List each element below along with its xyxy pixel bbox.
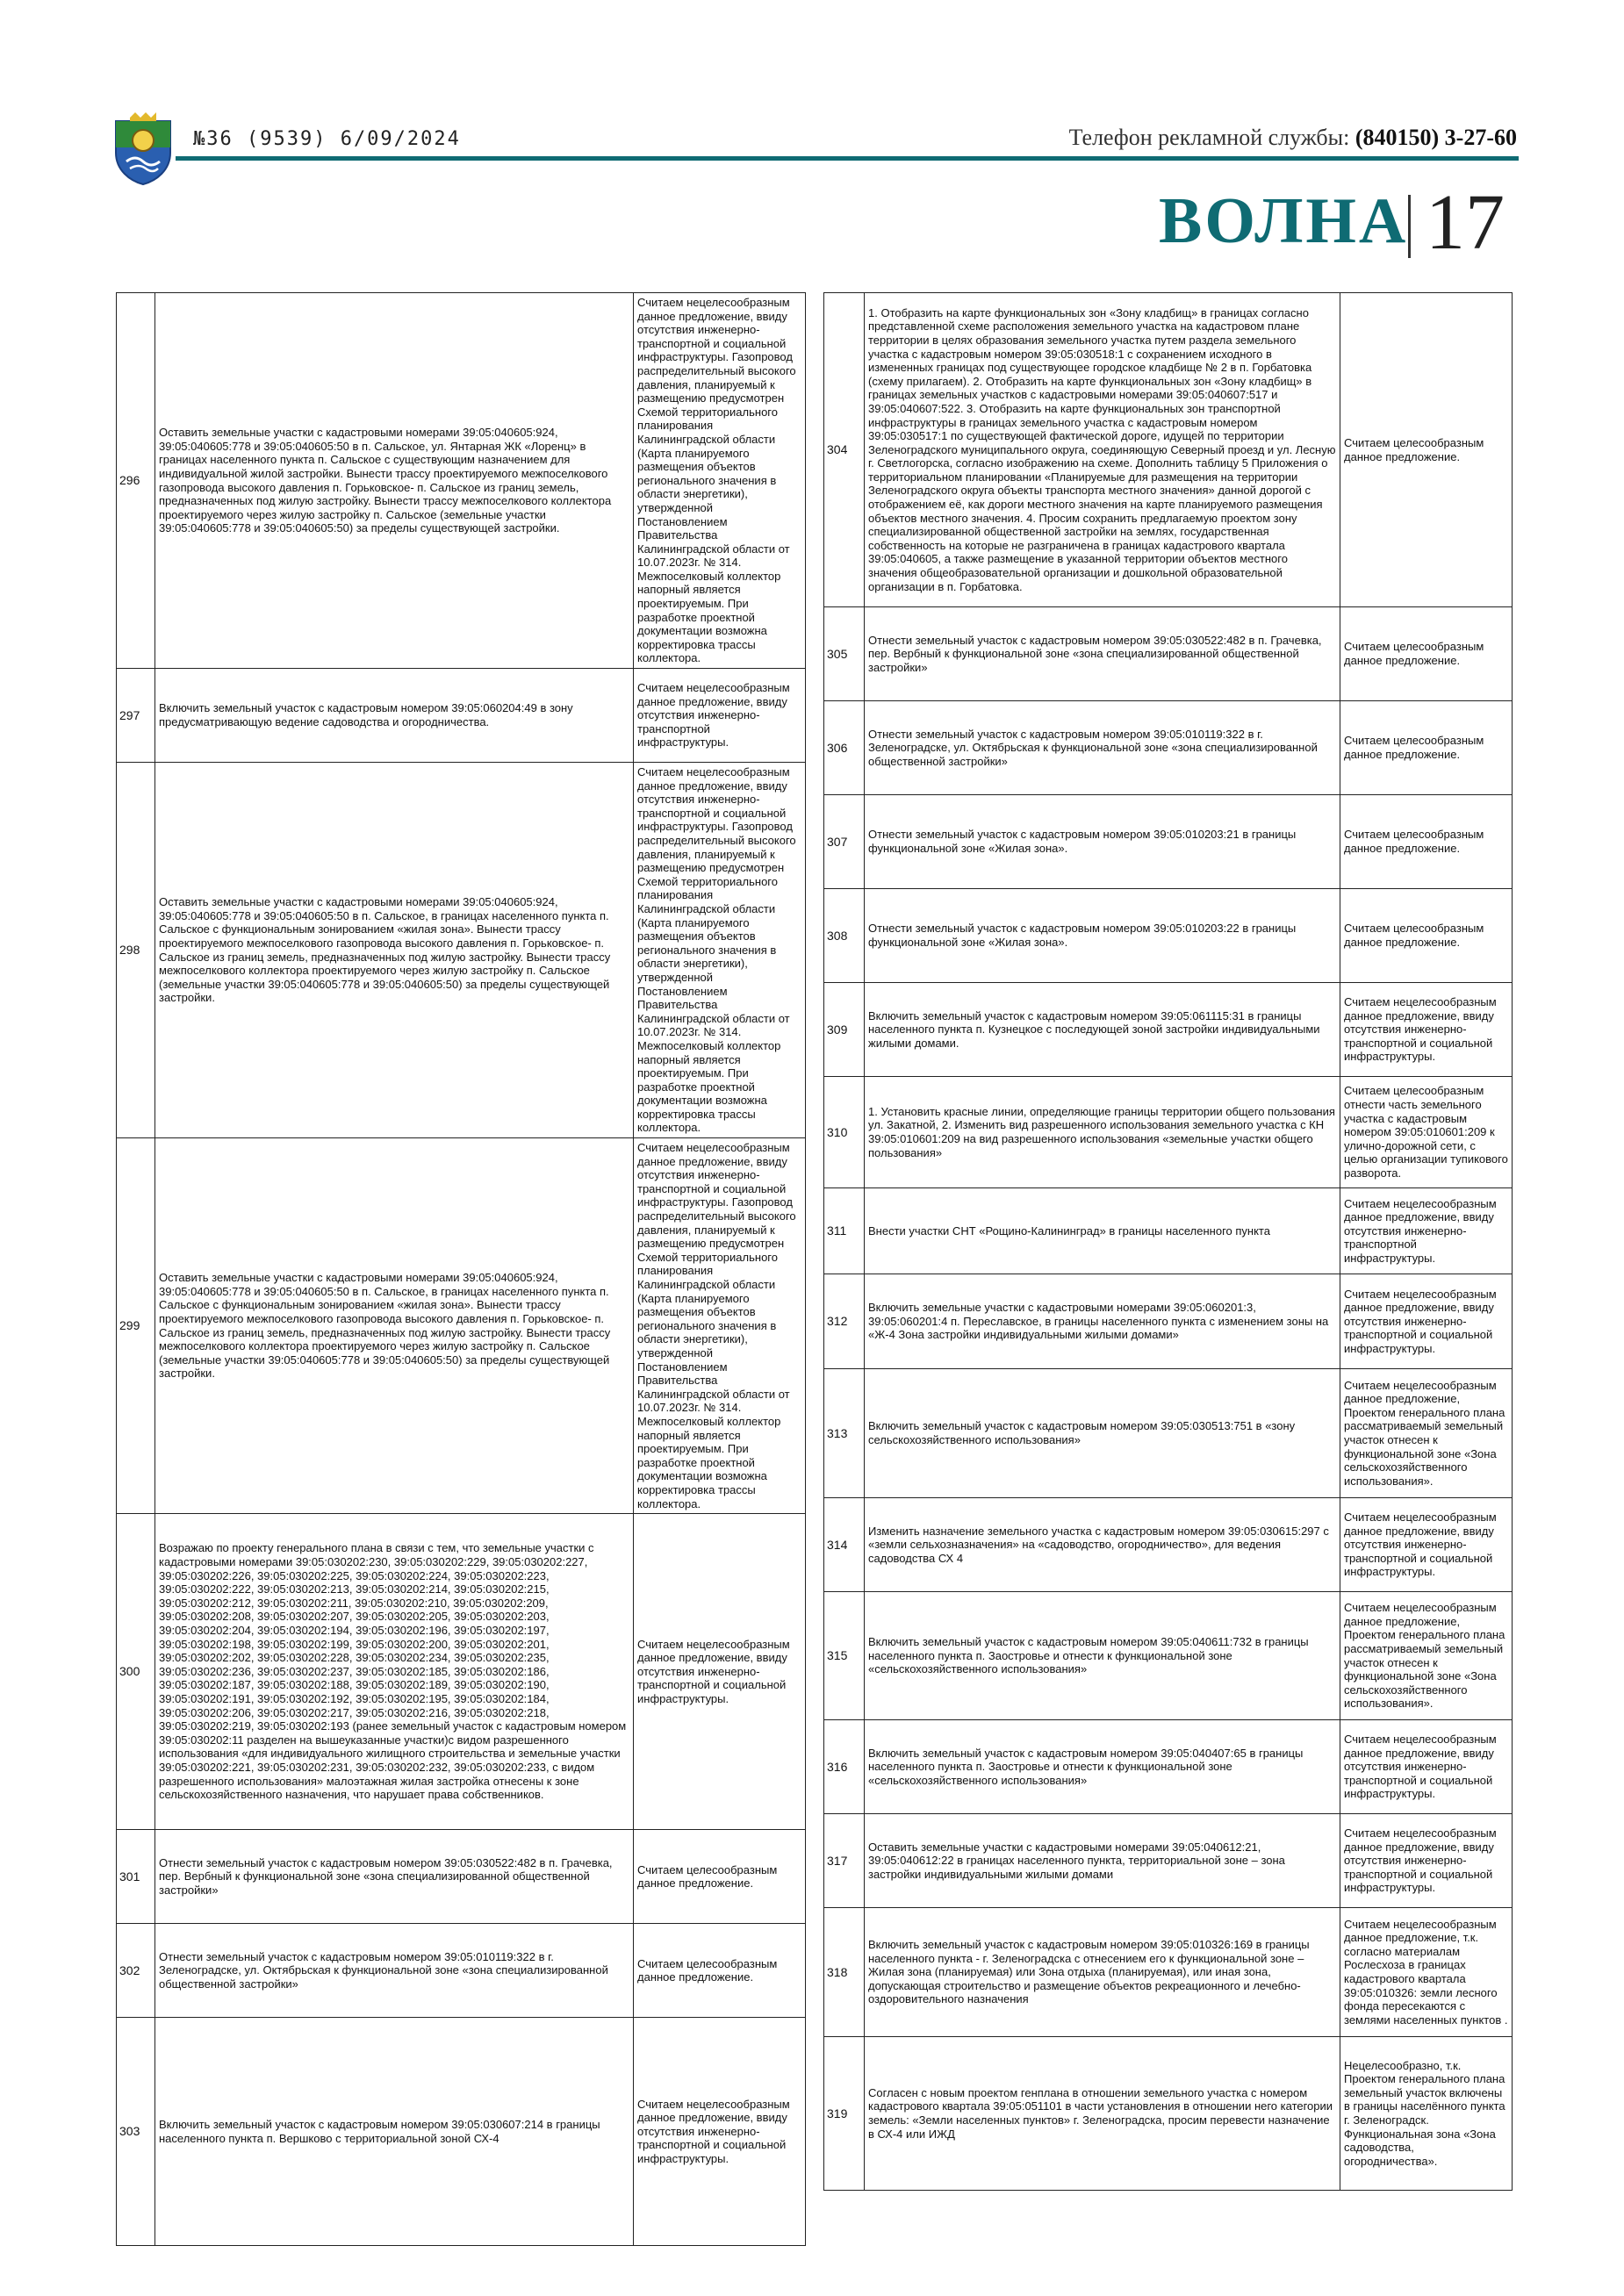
table-row	[824, 1592, 1513, 1720]
row-number: 311	[824, 1188, 865, 1274]
table-row	[824, 795, 1513, 889]
row-number: 310	[824, 1077, 865, 1188]
proposal-text: 1. Установить красные линии, определяющие границы территории общего пользования ул. Закатной, 2. Изменить вид разрешенного использования земельного участка с КН 39:05:010601:209 на вид разрешенного использования «земельные участки общего пользования»	[865, 1077, 1340, 1188]
table-row	[824, 701, 1513, 795]
table-row	[117, 763, 806, 1138]
conclusion-text: Нецелесообразно, т.к. Проектом генерального плана земельный участок включены в границы населённого пункта г. Зеленоградск. Функциональная зона «Зона садоводства, огородничества».	[1340, 2037, 1513, 2191]
row-number: 298	[117, 763, 155, 1138]
proposal-text: Оставить земельные участки с кадастровыми номерами 39:05:040605:924, 39:05:040605:778 и 39:05:040605:50 в п. Сальское, ул. Янтарная ЖК «Лоренц» в границах населенного пункта п. Сальское с существующим назначением для индивидуальной жилой застройки. Вынести трассу проектируемого межпоселкового газопровода высокого давления п. Горьковское- п. Сальское из границ земель, предназначенных под жилую застройку. Вынести трассу межпоселкового коллектора проектируемого через жилую застройку п. Сальское (земельные участки 39:05:040605:778 и 39:05:040605:50) за пределы существующей застройки.	[155, 293, 634, 669]
conclusion-text: Считаем нецелесообразным данное предложение, т.к. согласно материалам Рослесхоза в границах кадастрового квартала 39:05:010326: земли лесного фонда пересекаются с землями населенных пунктов .	[1340, 1908, 1513, 2037]
table-row	[824, 889, 1513, 983]
proposal-text: Отнести земельный участок с кадастровым номером 39:05:010203:21 в границы функциональной зоне «Жилая зона».	[865, 795, 1340, 889]
proposal-text: Возражаю по проекту генерального плана в связи с тем, что земельные участки с кадастровыми номерами 39:05:030202:230, 39:05:030202:229, 39:05:030202:227, 39:05:030202:226, 39:05:030202:225, 39:05:030202:224, 39:05:030202:223, 39:05:030202:222, 39:05:030202:213, 39:05:030202:214, 39:05:030202:215, 39:05:030202:212, 39:05:030202:211, 39:05:030202:210, 39:05:030202:209, 39:05:030202:208, 39:05:030202:207, 39:05:030202:205, 39:05:030202:203, 39:05:030202:204, 39:05:030202:194, 39:05:030202:196, 39:05:030202:197, 39:05:030202:198, 39:05:030202:199, 39:05:030202:200, 39:05:030202:201, 39:05:030202:202, 39:05:030202:228, 39:05:030202:234, 39:05:030202:235, 39:05:030202:236, 39:05:030202:237, 39:05:030202:185, 39:05:030202:186, 39:05:030202:187, 39:05:030202:188, 39:05:030202:189, 39:05:030202:190, 39:05:030202:191, 39:05:030202:192, 39:05:030202:195, 39:05:030202:184, 39:05:030202:206, 39:05:030202:217, 39:05:030202:216, 39:05:030202:218, 39:05:030202:219, 39:05:030202:193 (ранее земельный участок с кадастровым номером 39:05:030202:11 разделен на вышеуказанные участки)с видом разрешенного использования «для индивидуального жилищного строительства и земельные участки 39:05:030202:221, 39:05:030202:231, 39:05:030202:232, 39:05:030202:233, с видом разрешенного использования» малоэтажная жилая застройка отнесены к зоне сельскохозяйственного назначения, что нарушает права собственников.	[155, 1514, 634, 1830]
conclusion-text: Считаем нецелесообразным данное предложение, ввиду отсутствия инженерно-транспортной инфраструктуры.	[1340, 1188, 1513, 1274]
conclusion-text: Считаем нецелесообразным данное предложение, ввиду отсутствия инженерно-транспортной и социальной инфраструктуры.	[634, 1514, 806, 1830]
page-number: 17	[1426, 179, 1505, 266]
proposal-text: Оставить земельные участки с кадастровыми номерами 39:05:040605:924, 39:05:040605:778 и 39:05:040605:50 в п. Сальское, в границах населенного пункта п. Сальское с функциональным зонированием «жилая зона». Вынести трассу проектируемого межпоселкового газопровода высокого давления п. Горьковское- п. Сальское из границ земель, предназначенных под жилую застройку. Вынести трассу межпоселкового коллектора проектируемого через жилую застройку п. Сальское (земельные участки 39:05:040605:778 и 39:05:040605:50) за пределы существующей застройки.	[155, 763, 634, 1138]
conclusion-text: Считаем нецелесообразным данное предложение, Проектом генерального плана рассматриваемый земельный участок отнесен к функциональной зоне «Зона сельскохозяйственного использования».	[1340, 1369, 1513, 1498]
table-row	[824, 1498, 1513, 1592]
masthead	[1159, 179, 1519, 266]
proposal-text: Отнести земельный участок с кадастровым номером 39:05:010119:322 в г. Зеленоградске, ул. Октябрьская к функциональной зоне «зона специализированной общественной застройки»	[155, 1924, 634, 2018]
proposal-text: Включить земельный участок с кадастровым номером 39:05:060204:49 в зону предусматривающую ведение садоводства и огородничества.	[155, 669, 634, 763]
proposal-text: Оставить земельные участки с кадастровыми номерами 39:05:040605:924, 39:05:040605:778 и 39:05:040605:50 в п. Сальское, в границах населенного пункта п. Сальское с функциональным зонированием «жилая зона». Вынести трассу проектируемого межпоселкового газопровода высокого давления п. Горьковское- п. Сальское из границ земель, предназначенных под жилую застройку. Вынести трассу межпоселкового коллектора проектируемого через жилую застройку п. Сальское (земельные участки 39:05:040605:778 и 39:05:040605:50) за пределы существующей застройки.	[155, 1138, 634, 1514]
masthead-divider	[1408, 195, 1411, 258]
conclusion-text: Считаем нецелесообразным данное предложение, ввиду отсутствия инженерно-транспортной и социальной инфраструктуры. Газопровод распределительный высокого давления, планируемый к размещению предусмотрен Схемой территориального планирования Калининградской области (Карта планируемого размещения объектов регионального значения в области энергетики), утвержденной Постановлением Правительства Калининградской области от 10.07.2023г. № 314. Межпоселковый коллектор напорный является проектируемым. При разработке проектной документации возможна корректировка трассы коллектора.	[634, 293, 806, 669]
conclusion-text: Считаем нецелесообразным данное предложение, ввиду отсутствия инженерно-транспортной инфраструктуры.	[634, 669, 806, 763]
phone-label: Телефон рекламной службы:	[1068, 125, 1350, 150]
conclusion-text: Считаем целесообразным данное предложение.	[1340, 795, 1513, 889]
row-number: 306	[824, 701, 865, 795]
table-row	[117, 1924, 806, 2018]
conclusion-text: Считаем целесообразным данное предложение.	[634, 1924, 806, 2018]
issue-number: №36 (9539) 6/09/2024	[193, 128, 461, 150]
table-row	[117, 1514, 806, 1830]
left-table	[116, 292, 806, 2246]
coat-of-arms-icon	[112, 112, 174, 186]
row-number: 304	[824, 293, 865, 607]
proposal-text: Включить земельный участок с кадастровым номером 39:05:030607:214 в границы населенного пункта п. Вершково с территориальной зоной СХ-4	[155, 2018, 634, 2246]
row-number: 316	[824, 1720, 865, 1814]
proposal-text: Оставить земельные участки с кадастровыми номерами 39:05:040612:21, 39:05:040612:22 в границах населенного пункта, территориальной зоне – зона застройки индивидуальными жилыми домами	[865, 1814, 1340, 1908]
conclusion-text: Считаем целесообразным данное предложение.	[1340, 701, 1513, 795]
row-number: 315	[824, 1592, 865, 1720]
proposal-text: 1. Отобразить на карте функциональных зон «Зону кладбищ» в границах согласно представленной схеме расположения земельного участка на кадастровом плане территории в целях образования земельного участка путем раздела земельного участка с кадастровым номером 39:05:030518:1 с сохранением исходного в измененных границах под существующее городское кладбище № 2 в п. Горбатовка (схему прилагаем). 2. Отобразить на карте функциональных зон «Зону кладбищ» в границах земельных участков с кадастровыми номерами 39:05:040607:517 и 39:05:040607:522. 3. Отобразить на карте функциональных зон транспортной инфраструктуры в границах земельного участка с кадастровым номером 39:05:030517:1 по существующей фактической дороге, идущей по территории Зеленоградского муниципального округа, соединяющую Северный проезд и ул. Лесную г. Светлогорска, согласно изображению на схеме. Дополнить таблицу 5 Приложения о территориальном планировании «Планируемые для размещения на территории Зеленоградского округа объекты транспорта местного значения» данной дорогой с отображением её, как дороги местного значения на карте планируемого размещения объектов местного значения. 4. Просим сохранить предлагаемую проектом зону специализированной общественной застройки на землях, государственная собственность на которые не разграничена в границах кадастрового квартала 39:05:040605, а также размещение в указанной территории объектов местного значения общеобразовательной организации и дошкольной образовательной организации в п. Горбатовка.	[865, 293, 1340, 607]
proposal-text: Включить земельный участок с кадастровым номером 39:05:061115:31 в границы населенного пункта п. Кузнецкое с последующей зоной застройки индивидуальными жилыми домами.	[865, 983, 1340, 1077]
table-row	[117, 1138, 806, 1514]
conclusion-text: Считаем нецелесообразным данное предложение, ввиду отсутствия инженерно-транспортной и социальной инфраструктуры. Газопровод распределительный высокого давления, планируемый к размещению предусмотрен Схемой территориального планирования Калининградской области (Карта планируемого размещения объектов регионального значения в области энергетики), утвержденной Постановлением Правительства Калининградской области от 10.07.2023г. № 314. Межпоселковый коллектор напорный является проектируемым. При разработке проектной документации возможна корректировка трассы коллектора.	[634, 763, 806, 1138]
conclusion-text: Считаем целесообразным отнести часть земельного участка с кадастровым номером 39:05:010601:209 к улично-дорожной сети, с целью организации тупикового разворота.	[1340, 1077, 1513, 1188]
conclusion-text: Считаем нецелесообразным данное предложение, Проектом генерального плана рассматриваемый земельный участок отнесен к функциональной зоне «Зона сельскохозяйственного использования».	[1340, 1592, 1513, 1720]
proposal-text: Включить земельный участок с кадастровым номером 39:05:010326:169 в границы населенного пункта - г. Зеленоградска с отнесением его к функциональной зоне – Жилая зона (планируемая) или Зона отдыха (планируемая), или иная зона, допускающая строительство и размещение объектов рекреационного и лечебно-оздоровительного назначения	[865, 1908, 1340, 2037]
table-row	[824, 1188, 1513, 1274]
conclusion-text: Считаем нецелесообразным данное предложение, ввиду отсутствия инженерно-транспортной и социальной инфраструктуры.	[1340, 1720, 1513, 1814]
table-row	[824, 983, 1513, 1077]
phone-number: (840150) 3-27-60	[1355, 125, 1517, 150]
row-number: 313	[824, 1369, 865, 1498]
table-row	[117, 1830, 806, 1924]
header-rule	[176, 156, 1519, 161]
row-number: 309	[824, 983, 865, 1077]
table-row	[824, 607, 1513, 701]
right-table	[823, 292, 1513, 2191]
row-number: 305	[824, 607, 865, 701]
proposal-text: Изменить назначение земельного участка с кадастровым номером 39:05:030615:297 с «земли сельхозназначения» на «садоводство, огородничество», для ведения садоводства СХ 4	[865, 1498, 1340, 1592]
table-row	[824, 1274, 1513, 1369]
table-row	[824, 1908, 1513, 2037]
proposal-text: Включить земельные участки с кадастровыми номерами 39:05:060201:3, 39:05:060201:4 п. Переславское, в границы населенного пункта с изменением зоны на «Ж-4 Зона застройки индивидуальными жилыми домами»	[865, 1274, 1340, 1369]
proposal-text: Внести участки СНТ «Рощино-Калининград» в границы населенного пункта	[865, 1188, 1340, 1274]
proposal-text: Включить земельный участок с кадастровым номером 39:05:040611:732 в границы населенного пункта п. Заостровье и отнести к функциональной зоне «сельскохозяйственного использования»	[865, 1592, 1340, 1720]
row-number: 301	[117, 1830, 155, 1924]
conclusion-text: Считаем целесообразным данное предложение.	[634, 1830, 806, 1924]
row-number: 296	[117, 293, 155, 669]
row-number: 317	[824, 1814, 865, 1908]
newspaper-logo: ВОЛНА	[1159, 185, 1409, 257]
proposal-text: Отнести земельный участок с кадастровым номером 39:05:030522:482 в п. Грачевка, пер. Вербный к функциональной зоне «зона специализированной общественной застройки»	[865, 607, 1340, 701]
conclusion-text: Считаем нецелесообразным данное предложение, ввиду отсутствия инженерно-транспортной и социальной инфраструктуры.	[1340, 983, 1513, 1077]
conclusion-text: Считаем целесообразным данное предложение.	[1340, 889, 1513, 983]
row-number: 303	[117, 2018, 155, 2246]
ad-phone	[1069, 125, 1517, 151]
proposal-text: Отнести земельный участок с кадастровым номером 39:05:010119:322 в г. Зеленоградске, ул. Октябрьская к функциональной зоне «зона специализированной общественной застройки»	[865, 701, 1340, 795]
table-row	[824, 1369, 1513, 1498]
row-number: 319	[824, 2037, 865, 2191]
conclusion-text: Считаем нецелесообразным данное предложение, ввиду отсутствия инженерно-транспортной и социальной инфраструктуры.	[634, 2018, 806, 2246]
conclusion-text: Считаем нецелесообразным данное предложение, ввиду отсутствия инженерно-транспортной и социальной инфраструктуры.	[1340, 1274, 1513, 1369]
conclusion-text: Считаем нецелесообразным данное предложение, ввиду отсутствия инженерно-транспортной и социальной инфраструктуры. Газопровод распределительный высокого давления, планируемый к размещению предусмотрен Схемой территориального планирования Калининградской области (Карта планируемого размещения объектов регионального значения в области энергетики), утвержденной Постановлением Правительства Калининградской области от 10.07.2023г. № 314. Межпоселковый коллектор напорный является проектируемым. При разработке проектной документации возможна корректировка трассы коллектора.	[634, 1138, 806, 1514]
table-row	[117, 669, 806, 763]
row-number: 297	[117, 669, 155, 763]
row-number: 314	[824, 1498, 865, 1592]
table-row	[824, 1814, 1513, 1908]
proposal-text: Согласен с новым проектом генплана в отношении земельного участка с номером кадастрового квартала 39:05:051101 в части установления в отношении него категории земель: «Земли населенных пунктов» г. Зеленоградска, просим перевести назначение в СХ-4 или ИЖД	[865, 2037, 1340, 2191]
table-row	[824, 2037, 1513, 2191]
row-number: 299	[117, 1138, 155, 1514]
proposal-text: Включить земельный участок с кадастровым номером 39:05:030513:751 в «зону сельскохозяйственного использования»	[865, 1369, 1340, 1498]
row-number: 300	[117, 1514, 155, 1830]
table-row	[824, 1077, 1513, 1188]
row-number: 307	[824, 795, 865, 889]
row-number: 318	[824, 1908, 865, 2037]
row-number: 308	[824, 889, 865, 983]
proposal-text: Отнести земельный участок с кадастровым номером 39:05:010203:22 в границы функциональной зоне «Жилая зона».	[865, 889, 1340, 983]
proposal-text: Отнести земельный участок с кадастровым номером 39:05:030522:482 в п. Грачевка, пер. Вербный к функциональной зоне «зона специализированной общественной застройки»	[155, 1830, 634, 1924]
row-number: 302	[117, 1924, 155, 2018]
conclusion-text: Считаем нецелесообразным данное предложение, ввиду отсутствия инженерно-транспортной и социальной инфраструктуры.	[1340, 1814, 1513, 1908]
conclusion-text: Считаем нецелесообразным данное предложение, ввиду отсутствия инженерно-транспортной и социальной инфраструктуры.	[1340, 1498, 1513, 1592]
row-number: 312	[824, 1274, 865, 1369]
table-row	[117, 2018, 806, 2246]
table-row	[824, 293, 1513, 607]
proposal-text: Включить земельный участок с кадастровым номером 39:05:040407:65 в границы населенного пункта п. Заостровье и отнести к функциональной зоне «сельскохозяйственного использования»	[865, 1720, 1340, 1814]
conclusion-text: Считаем целесообразным данное предложение.	[1340, 293, 1513, 607]
conclusion-text: Считаем целесообразным данное предложение.	[1340, 607, 1513, 701]
table-row	[117, 293, 806, 669]
table-row	[824, 1720, 1513, 1814]
